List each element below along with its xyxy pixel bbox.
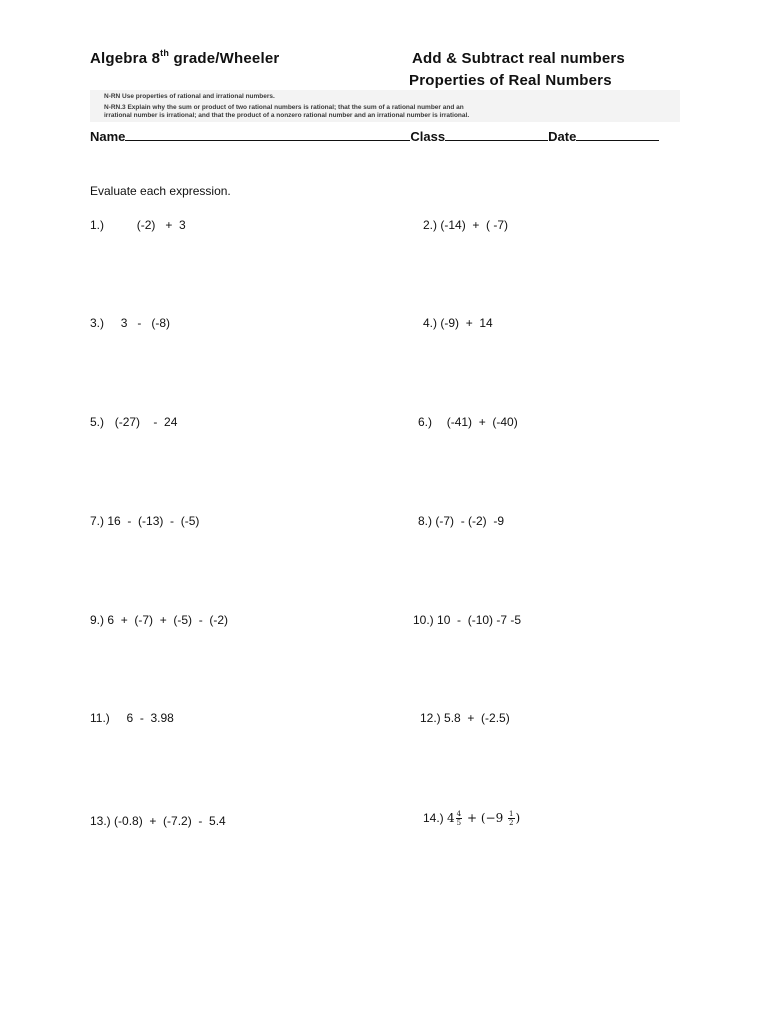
problem-number: 1.) (90, 218, 105, 232)
problem-12 (420, 711, 510, 725)
problem-expression: 3 - (-8) (120, 316, 171, 330)
whole-number: 4 (447, 811, 455, 825)
standard-line-2: N-RN.3 Explain why the sum or product of two rational numbers is rational; that the sum of a rational number and an (104, 104, 464, 111)
problem-number: 6.) (418, 415, 433, 429)
problem-10 (413, 613, 521, 627)
problem-2 (423, 218, 508, 232)
problem-1 (90, 218, 186, 232)
problem-number: 14.) (423, 811, 444, 825)
problem-number: 7.) (90, 514, 105, 528)
problem-expression: (-2) + 3 (136, 218, 186, 232)
class-field[interactable] (445, 128, 548, 141)
problem-9 (90, 613, 228, 627)
problem-expression: 5.8 + (-2.5) (444, 711, 510, 725)
operator-and-whole: + (−9 (466, 811, 504, 825)
name-field[interactable] (125, 128, 410, 141)
problem-number: 4.) (423, 316, 438, 330)
problem-expression: (-14) + ( -7) (440, 218, 509, 232)
problem-6 (418, 415, 518, 429)
problem-expression: 10 - (-10) -7 -5 (437, 613, 522, 627)
problem-number: 10.) (413, 613, 434, 627)
course-title-suffix: grade/Wheeler (169, 50, 280, 67)
problem-8 (418, 514, 504, 528)
problem-7 (90, 514, 199, 528)
closing-paren: ) (515, 811, 521, 825)
fraction-numerator: 4 (456, 810, 462, 818)
problem-3 (90, 316, 170, 330)
fraction-1-2 (508, 810, 514, 827)
problem-number: 13.) (90, 814, 111, 828)
student-info-row (90, 128, 659, 144)
class-label: Class (410, 129, 446, 144)
problem-expression: 16 - (-13) - (-5) (107, 514, 200, 528)
date-label: Date (548, 129, 577, 144)
fraction-denominator: 5 (456, 819, 462, 827)
name-label: Name (90, 129, 126, 144)
date-field[interactable] (576, 128, 659, 141)
problem-number: 8.) (418, 514, 433, 528)
standards-box (90, 90, 680, 122)
fraction-numerator: 1 (509, 810, 514, 818)
fraction-denominator: 2 (509, 819, 514, 827)
problem-number: 11.) (90, 711, 110, 725)
problem-expression: (-9) + 14 (440, 316, 493, 330)
problem-number: 9.) (90, 613, 105, 627)
problem-expression: (-0.8) + (-7.2) - 5.4 (114, 814, 226, 828)
course-title-superscript: th (160, 48, 170, 58)
problem-number: 12.) (420, 711, 441, 725)
problem-expression: 6 + (-7) + (-5) - (-2) (107, 613, 229, 627)
worksheet-topic: Add & Subtract real numbers (412, 50, 625, 67)
course-title (90, 50, 279, 67)
problem-14 (423, 810, 520, 827)
course-title-prefix: Algebra 8 (90, 50, 161, 67)
problem-13 (90, 814, 226, 828)
problem-5 (90, 415, 177, 429)
problem-expression: (-41) + (-40) (446, 415, 518, 429)
problem-expression: 6 - 3.98 (126, 711, 174, 725)
problem-number: 2.) (423, 218, 438, 232)
standard-line-3: irrational number is irrational; and that the product of a nonzero rational number and an irrational number is irrational. (104, 112, 470, 119)
problem-number: 5.) (90, 415, 105, 429)
standard-line-1: N-RN Use properties of rational and irrational numbers. (104, 93, 275, 100)
fraction-4-5 (456, 810, 462, 827)
problem-expression: (-7) - (-2) -9 (435, 514, 505, 528)
mixed-number-expression (447, 811, 520, 825)
worksheet-subtitle: Properties of Real Numbers (409, 72, 612, 89)
problem-number: 3.) (90, 316, 105, 330)
problem-4 (423, 316, 493, 330)
problem-expression: (-27) - 24 (114, 415, 178, 429)
instructions: Evaluate each expression. (90, 184, 231, 198)
problem-11 (90, 711, 174, 725)
